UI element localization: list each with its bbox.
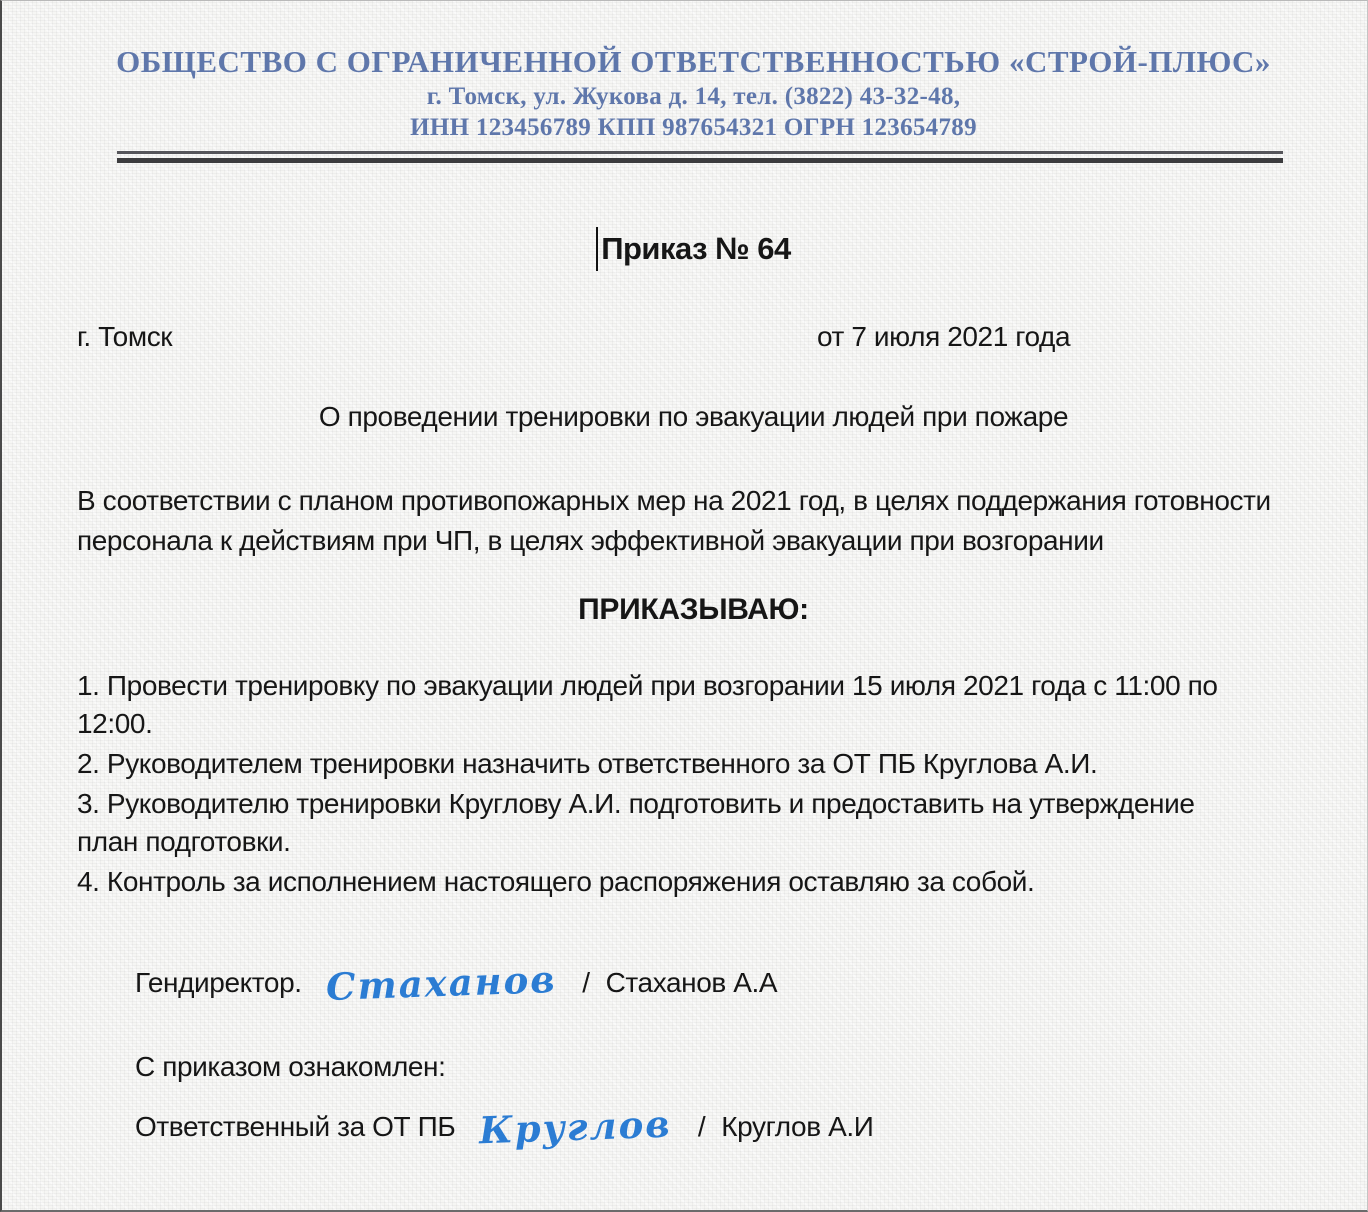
document-page [2,1,1367,1210]
order-title: Приказ № 64 [601,231,791,266]
responsible-name: Круглов А.И [721,1111,874,1142]
responsible-signature-row [135,1101,1310,1153]
order-item: 2. Руководителем тренировки назначить ответственного за ОТ ПБ Круглова А.И. [77,748,1098,779]
responsible-handwritten-signature: Круглов [478,1101,673,1153]
order-item: 1. Провести тренировку по эвакуации людей при возгорании 15 июля 2021 года с 11:00 по 12:00. [77,670,1218,739]
company-registration: ИНН 123456789 КПП 987654321 ОГРН 123654789 [410,114,977,141]
separator-slash: / [697,1111,706,1142]
letterhead-divider [117,151,1283,163]
responsible-label: Ответственный за ОТ ПБ [135,1111,456,1142]
order-heading: ПРИКАЗЫВАЮ: [578,593,809,626]
director-label: Гендиректор. [135,967,302,998]
order-subject: О проведении тренировки по эвакуации людей при пожаре [318,401,1069,432]
director-name: Стаханов А.А [605,967,778,998]
city-date-row [77,321,1310,357]
letterhead [77,43,1310,143]
company-address-phone: г. Томск, ул. Жукова д. 14, тел. (3822) 43-32-48, [426,83,961,110]
city-label: г. Томск [77,321,173,352]
order-items-list [77,667,1252,901]
company-name: ОБЩЕСТВО С ОГРАНИЧЕННОЙ ОТВЕТСТВЕННОСТЬЮ «СТРОЙ-ПЛЮС» [116,44,1271,79]
order-title-row [77,227,1310,271]
date-label: от 7 июля 2021 года [817,321,1071,352]
separator-slash: / [582,967,590,998]
acknowledgement-text: С приказом ознакомлен: [135,1051,446,1082]
director-handwritten-signature: Стаханов [324,956,557,1010]
divider-thick-line [117,158,1283,163]
order-item: 3. Руководителю тренировки Круглову А.И. подготовить и предоставить на утверждение план подготовки. [77,788,1195,857]
order-item: 4. Контроль за исполнением настоящего распоряжения оставляю за собой. [77,866,1035,897]
text-cursor [596,227,598,271]
order-preamble: В соответствии с планом противопожарных мер на 2021 год, в целях поддержания готовности персонала к действиям при ЧП, в целях эффективной эвакуации при возгорании [77,485,1271,556]
director-signature-row [135,956,1310,1010]
